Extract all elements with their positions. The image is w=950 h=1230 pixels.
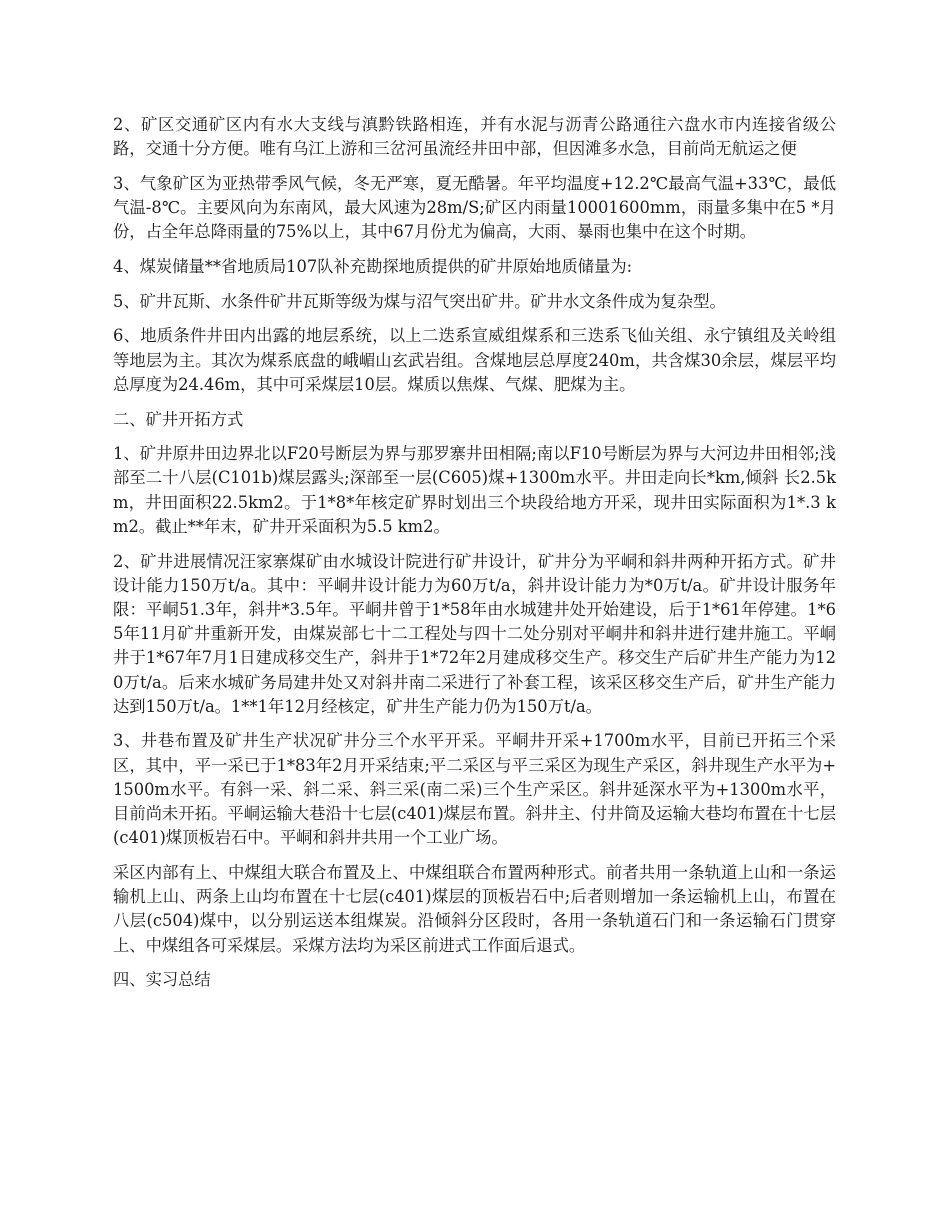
paragraph-geology: 6、地质条件井田内出露的地层系统，以上二迭系宣威组煤系和三迭系飞仙关组、永宁镇组及关岭组等地层为主。其次为煤系底盘的峨嵋山玄武岩组。含煤地层总厚度240m，共含煤30余层，煤层平均总厚度为24.46m，其中可采煤层10层。煤质以焦煤、气煤、肥煤为主。 xyxy=(113,326,836,394)
paragraph-climate: 3、气象矿区为亚热带季风气候，冬无严寒，夏无酷暑。年平均温度+12.2℃最高气温+33℃，最低气温-8℃。主要风向为东南风，最大风速为28m/S;矿区内雨量10001600mm，雨量多集中在5 *月份，占全年总降雨量的75%以上，其中67月份尤为偏高，大雨、暴雨也集中在这个时期。 xyxy=(113,173,836,242)
paragraph-boundary: 1、矿井原井田边界北以F20号断层为界与那罗寨井田相隔;南以F10号断层为界与大河边井田相邻;浅部至二十八层(C101b)煤层露头;深部至一层(C605)煤+1300m水平。井田走向长*km,倾斜 长2.5km，井田面积22.5km2。于1*8*年核定矿界时划出三个块段给地方开采，现井田实际面积为1*.3 km2。截止**年末，矿井开采面积为5.5 km2。 xyxy=(113,444,836,536)
paragraph-transport: 2、矿区交通矿区内有水大支线与滇黔铁路相连，并有水泥与沥青公路通往六盘水市内连接省级公路，交通十分方便。唯有乌江上游和三岔河虽流经井田中部，但因滩多水急，目前尚无航运之便 xyxy=(113,115,836,159)
section-heading-summary: 四、实习总结 xyxy=(113,970,211,990)
document-body xyxy=(113,113,836,1003)
paragraph-coal-reserves: 4、煤炭储量**省地质局107队补充勘探地质提供的矿井原始地质储量为: xyxy=(113,257,633,277)
paragraph-gas-water: 5、矿井瓦斯、水条件矿井瓦斯等级为煤与沼气突出矿井。矿井水文条件成为复杂型。 xyxy=(113,291,726,311)
section-heading-development: 二、矿井开拓方式 xyxy=(113,409,244,429)
paragraph-mining-district: 采区内部有上、中煤组大联合布置及上、中煤组联合布置两种形式。前者共用一条轨道上山和一条运输机上山、两条上山均布置在十七层(c401)煤层的顶板岩石中;后者则增加一条运输机上山，布置在八层(c504)煤中，以分别运送本组煤炭。沿倾斜分区段时，各用一条轨道石门和一条运输石门贯穿上、中煤组各可采煤层。采煤方法均为采区前进式工作面后退式。 xyxy=(113,862,836,955)
paragraph-progress: 2、矿井进展情况汪家寨煤矿由水城设计院进行矿井设计，矿井分为平峒和斜井两种开拓方式。矿井设计能力150万t/a。其中：平峒井设计能力为60万t/a，斜井设计能力为*0万t/a。矿井设计服务年限：平峒51.3年，斜井*3.5年。平峒井曾于1*58年由水城建井处开始建设，后于1*61年停建。1*65年11月矿井重新开发，由煤炭部七十二工程处与四十二处分别对平峒井和斜井进行建井施工。平峒井于1*67年7月1日建成移交生产，斜井于1*72年2月建成移交生产。移交生产后矿井生产能力为120万t/a。后来水城矿务局建井处又对斜井南二采进行了补套工程，该采区移交生产后，矿井生产能力达到150万t/a。1**1年12月经核定，矿井生产能力仍为150万t/a。 xyxy=(113,551,836,716)
paragraph-roadway-layout: 3、井巷布置及矿井生产状况矿井分三个水平开采。平峒井开采+1700m水平，目前已开拓三个采区，其中，平一采已于1*83年2月开采结束;平二采区与平三采区为现生产采区，斜井现生产水平为+1500m水平。有斜一采、斜二采、斜三采(南二采)三个生产采区。斜井延深水平为+1300m水平，目前尚未开拓。平峒运输大巷沿十七层(c401)煤层布置。斜井主、付井筒及运输大巷均布置在十七层(c401)煤顶板岩石中。平峒和斜井共用一个工业广场。 xyxy=(113,731,836,848)
